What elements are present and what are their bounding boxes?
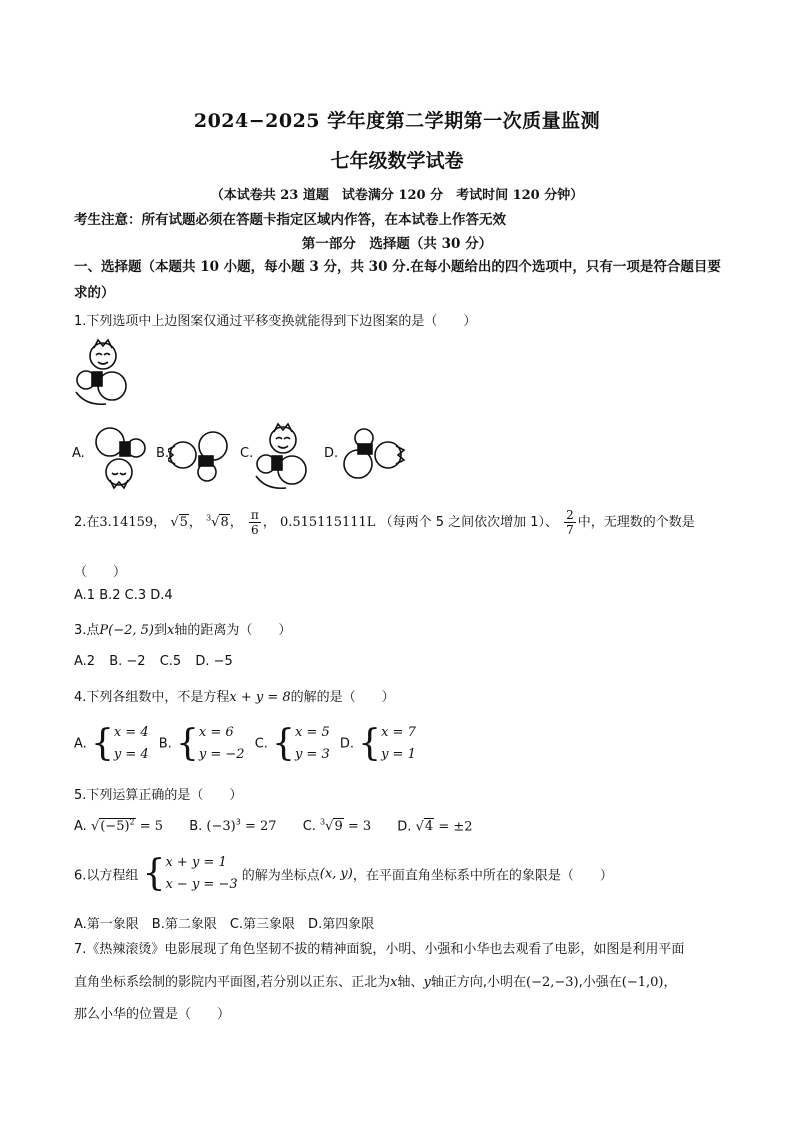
question-4-options [74, 722, 416, 766]
question-3-stem: 3.点P(−2, 5)到x轴的距离为（ ） [74, 623, 292, 638]
pi-over-6: $\frac{\pi}{6}$ [250, 508, 259, 537]
q5-option-a[interactable]: A. $√(-5)^2 = 5$ [74, 818, 164, 835]
sqrt-5: √5 [170, 515, 188, 530]
question-3-options [74, 654, 243, 669]
q3-option-a[interactable]: A.2 [74, 654, 96, 669]
part-title: 第一部分 选择题（共 30 分） [301, 236, 493, 252]
question-2-blank: （ ） [74, 565, 127, 580]
exam-title: 2024−2025 学年度第二学期第一次质量监测 [193, 110, 601, 132]
q5-option-c[interactable]: C. $^3$√9 = 3 [302, 818, 372, 835]
question-1-stem: 1.下列选项中上边图案仅通过平移变换就能得到下边图案的是（ ） [74, 314, 477, 329]
q1-option-a-label: A. [72, 446, 85, 461]
question-7-line-3: 那么小华的位置是（ ） [74, 1007, 231, 1022]
question-4-stem: 4.下列各组数中，不是方程x + y = 8的解的是（ ） [74, 690, 395, 705]
exam-notice: 考生注意：所有试题必须在答题卡指定区域内作答，在本试卷上作答无效 [74, 212, 506, 228]
question-7-line-1: 7.《热辣滚烫》电影展现了角色坚韧不拔的精神面貌，小明、小强和小华也去观看了电影，如图是利用平面 [74, 942, 685, 957]
q1-option-c-label: C. [240, 446, 254, 461]
cbrt-8: $^3$√8 [206, 513, 229, 530]
q4-option-c[interactable]: C. { x = 5 y = 3 [254, 723, 330, 764]
q1-option-b-figure[interactable] [168, 424, 240, 486]
exam-subtitle: 七年级数学试卷 [330, 150, 464, 172]
q5-option-b[interactable]: B. $(-3)^3 = 27$ [189, 818, 277, 835]
two-sevenths: $\frac{2}{7}$ [566, 508, 574, 537]
q1-option-a-figure[interactable] [88, 420, 150, 492]
question-2-options[interactable]: A.1 B.2 C.3 D.4 [74, 588, 173, 603]
question-6-stem: 6.以方程组 { x + y = 1 x − y = −3 的解为坐标点(x, y)，在平面直角坐标系中所在的象限是（ ） [74, 853, 613, 894]
question-5-options [74, 818, 473, 834]
q4-option-a[interactable]: A. { x = 4 y = 4 [74, 723, 149, 764]
q3-option-d[interactable]: D. −5 [195, 654, 233, 669]
question-7-line-2: 直角坐标系绘制的影院内平面图,若分别以正东、正北为x轴、y轴正方向,小明在(−2,−3),小强在(−1,0)， [74, 975, 677, 990]
q1-original-figure [72, 336, 134, 408]
q1-option-d-label: D. [324, 446, 339, 461]
q1-option-b-label: B. [156, 446, 170, 461]
question-2-stem: 2.在3.14159， √5， $^3$√8， $\frac{\pi}{6}$ ， 0.515115111L （每两个 5 之间依次增加 1）、 $\frac{2}{7}$ 中，无理数的个数是 [74, 508, 695, 537]
exam-info: （本试卷共 23 道题 试卷满分 120 分 考试时间 120 分钟） [210, 188, 584, 203]
q1-option-d-figure[interactable] [336, 424, 408, 486]
question-6-options[interactable]: A.第一象限 B.第二象限 C.第三象限 D.第四象限 [74, 917, 375, 932]
q3-option-b[interactable]: B. −2 [109, 654, 146, 669]
q5-option-d[interactable]: D. √4 = ±2 [397, 819, 473, 835]
q4-option-d[interactable]: D. { x = 7 y = 1 [339, 723, 416, 764]
section-heading: 一、选择题（本题共 10 小题，每小题 3 分，共 30 分.在每小题给出的四个选项中，只有一项是符合题目要求的） [74, 259, 721, 301]
question-5-stem: 5.下列运算正确的是（ ） [74, 788, 243, 803]
q4-option-b[interactable]: B. { x = 6 y = −2 [158, 723, 245, 764]
q1-option-c-figure[interactable] [252, 420, 314, 492]
q3-option-c[interactable]: C.5 [159, 654, 182, 669]
